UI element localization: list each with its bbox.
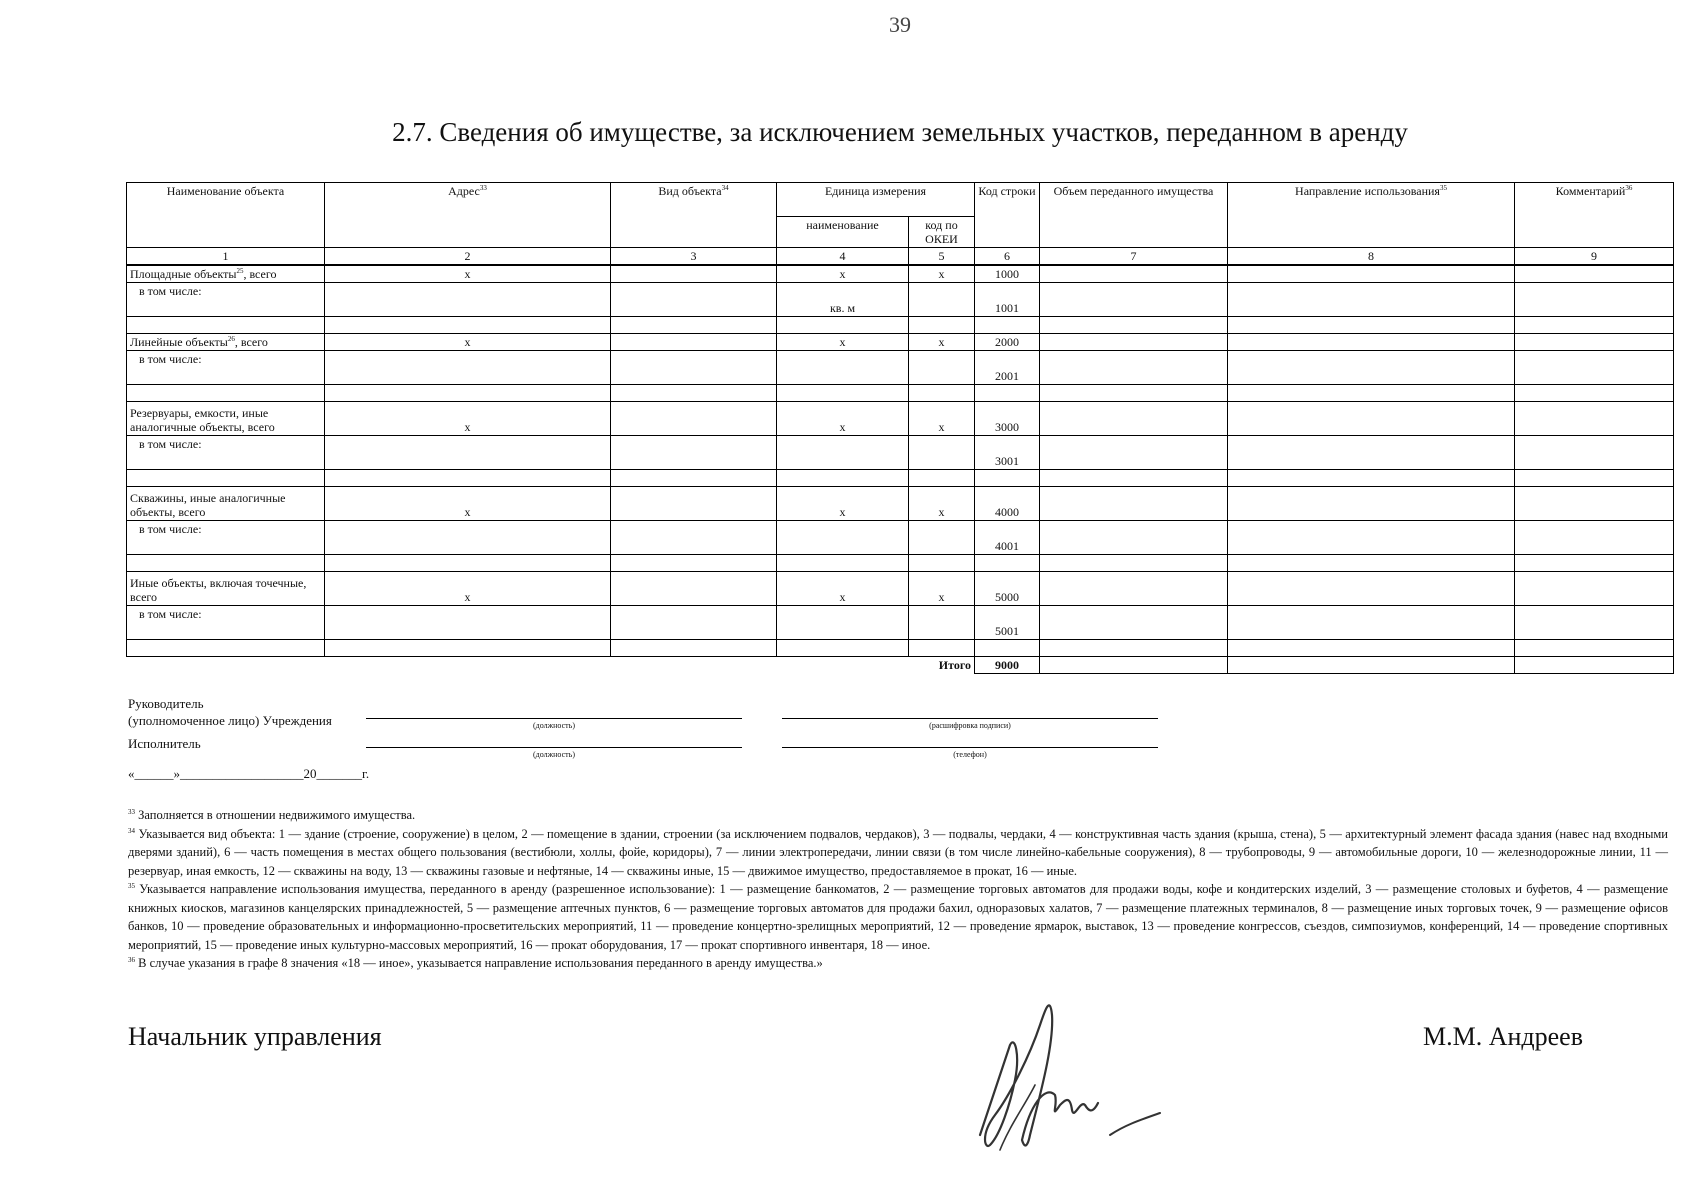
table-cell — [777, 470, 909, 487]
table-cell — [1228, 657, 1515, 674]
col-number: 8 — [1228, 248, 1515, 266]
section-name: Резервуары, емкости, иные аналогичные объекты, всего — [127, 402, 325, 436]
col-number: 7 — [1040, 248, 1228, 266]
table-cell — [777, 385, 909, 402]
table-cell — [1040, 470, 1228, 487]
table-cell — [1515, 640, 1674, 657]
table-cell — [975, 385, 1040, 402]
unit-name — [777, 436, 909, 470]
including-label: в том числе: — [127, 606, 325, 640]
footnote: $^{35}$ Указывается направление использования имущества, переданного в аренду (разрешенное использование): 1 — размещение банкоматов, 2 — размещение торговых автоматов для продажи воды, кофе и кондитерских изделий, 3 — размещение столовых и буфетов, 4 — размещение книжных киосков, магазинов канцелярских принадлежностей, 5 — размещение аптечных пунктов, 6 — размещение торговых автоматов для продажи бахил, одноразовых халатов, 7 — размещение платежных терминалов, 8 — размещение иных торговых точек, 9 — размещение офисов банков, 10 — проведение образовательных и информационно-просветительских мероприятий, 11 — проведение концертно-зрелищных мероприятий, 12 — проведение ярмарок, выставок, 13 — проведение конгрессов, съездов, симпозиумов, конференций, 14 — проведение спортивных мероприятий, 15 — проведение иных культурно-массовых мероприятий, 16 — прокат оборудования, 17 — прокат спортивного инвентаря, 18 — иное. — [128, 881, 1668, 952]
table-cell — [1040, 555, 1228, 572]
row-code: 4000 — [975, 487, 1040, 521]
row-code: 1001 — [975, 283, 1040, 317]
table-cell — [1228, 334, 1515, 351]
table-cell — [611, 606, 777, 640]
table-cell — [777, 317, 909, 334]
including-label: в том числе: — [127, 351, 325, 385]
head-position-line[interactable] — [366, 718, 742, 719]
table-cell — [909, 317, 975, 334]
col-number: 3 — [611, 248, 777, 266]
table-cell — [1228, 385, 1515, 402]
table-cell — [1228, 265, 1515, 283]
unit-name-x: х — [777, 334, 909, 351]
col-number: 5 — [909, 248, 975, 266]
table-cell — [611, 487, 777, 521]
table-cell — [611, 436, 777, 470]
table-cell — [611, 521, 777, 555]
table-cell — [1040, 436, 1228, 470]
table-cell — [909, 351, 975, 385]
row-code: 5000 — [975, 572, 1040, 606]
table-cell — [325, 351, 611, 385]
table-cell — [611, 555, 777, 572]
header-volume: Объем переданного имущества — [1040, 183, 1228, 248]
unit-code-x: х — [909, 572, 975, 606]
table-cell — [1228, 640, 1515, 657]
header-name: Наименование объекта — [127, 183, 325, 248]
header-row-code: Код строки — [975, 183, 1040, 248]
table-cell — [1515, 334, 1674, 351]
position-caption: (должность) — [533, 721, 575, 730]
col-number: 4 — [777, 248, 909, 266]
table-cell — [1040, 351, 1228, 385]
table-cell — [325, 283, 611, 317]
table-cell — [611, 385, 777, 402]
table-cell — [975, 640, 1040, 657]
table-cell — [1228, 351, 1515, 385]
table-cell — [1040, 606, 1228, 640]
footnotes — [128, 806, 1668, 973]
table-cell — [1515, 470, 1674, 487]
total-code: 9000 — [975, 657, 1040, 674]
table-cell — [611, 470, 777, 487]
table-cell — [975, 317, 1040, 334]
table-cell — [1515, 265, 1674, 283]
head-label-2: (уполномоченное лицо) Учреждения — [128, 713, 332, 728]
table-cell — [325, 436, 611, 470]
row-code: 2001 — [975, 351, 1040, 385]
table-cell — [1040, 572, 1228, 606]
table-cell — [1515, 283, 1674, 317]
table-cell — [1515, 436, 1674, 470]
table-cell — [325, 640, 611, 657]
table-cell — [1228, 572, 1515, 606]
phone-caption: (телефон) — [953, 750, 987, 759]
address-x: х — [325, 487, 611, 521]
table-cell — [1228, 283, 1515, 317]
head-decoding-line[interactable] — [782, 718, 1158, 719]
table-cell — [909, 283, 975, 317]
table-cell — [1228, 555, 1515, 572]
table-cell — [909, 436, 975, 470]
table-cell — [611, 640, 777, 657]
col-number: 9 — [1515, 248, 1674, 266]
table-cell — [611, 317, 777, 334]
table-cell — [325, 470, 611, 487]
header-unit-name: наименование — [777, 217, 909, 248]
executor-position-line[interactable] — [366, 747, 742, 748]
head-label-1: Руководитель — [128, 696, 204, 711]
table-cell — [777, 640, 909, 657]
handwritten-signature-icon — [970, 985, 1170, 1165]
table-cell — [325, 385, 611, 402]
table-cell — [909, 385, 975, 402]
table-cell — [127, 385, 325, 402]
unit-code-x: х — [909, 402, 975, 436]
footnote: $^{33}$ Заполняется в отношении недвижимого имущества. — [128, 807, 416, 822]
table-cell — [1228, 402, 1515, 436]
executor-label: Исполнитель — [128, 736, 201, 751]
address-x: х — [325, 402, 611, 436]
including-label: в том числе: — [127, 436, 325, 470]
row-code: 3001 — [975, 436, 1040, 470]
unit-name: кв. м — [777, 283, 909, 317]
chief-title: Начальник управления — [128, 1022, 382, 1051]
section-name: Линейные объекты$^{26}$, всего — [127, 334, 325, 351]
row-code: 1000 — [975, 265, 1040, 283]
decoding-caption: (расшифровка подписи) — [929, 721, 1011, 730]
col-number: 6 — [975, 248, 1040, 266]
address-x: х — [325, 334, 611, 351]
table-cell — [611, 402, 777, 436]
table-cell — [1040, 402, 1228, 436]
property-table — [126, 182, 1674, 674]
table-cell — [611, 283, 777, 317]
table-cell — [127, 317, 325, 334]
table-cell — [127, 640, 325, 657]
section-name: Иные объекты, включая точечные, всего — [127, 572, 325, 606]
table-cell — [1040, 657, 1228, 674]
table-cell — [325, 521, 611, 555]
unit-name-x: х — [777, 402, 909, 436]
unit-name — [777, 606, 909, 640]
table-cell — [1515, 555, 1674, 572]
table-cell — [611, 572, 777, 606]
table-cell — [1515, 606, 1674, 640]
table-cell — [1040, 283, 1228, 317]
table-cell — [1040, 640, 1228, 657]
table-cell — [325, 555, 611, 572]
table-cell — [1515, 521, 1674, 555]
header-direction: Направление использования$^{35}$ — [1228, 183, 1515, 248]
table-cell — [975, 555, 1040, 572]
table-cell — [1515, 317, 1674, 334]
table-cell — [611, 334, 777, 351]
table-cell — [1228, 470, 1515, 487]
footnote: $^{34}$ Указывается вид объекта: 1 — здание (строение, сооружение) в целом, 2 — помещение в здании, строении (за исключением подвалов, чердаков), 3 — подвалы, чердаки, 4 — конструктивная часть здания (крыша, стена), 5 — архитектурный элемент фасада здания (навес над входными дверями зданий), 6 — часть помещения в местах общего пользования (вестибюли, холлы, фойе, коридоры), 7 — линии электропередачи, линии связи (в том числе линейно-кабельные сооружения), 8 — трубопроводы, 9 — автомобильные дороги, 10 — железнодорожные линии, 11 — резервуар, иная емкость, 12 — скважины на воду, 13 — скважины газовые и нефтяные, 14 — скважины иные, 15 — движимое имущество, предоставляемое в прокат, 16 — иные. — [128, 826, 1668, 878]
table-cell — [1040, 265, 1228, 283]
table-cell — [127, 470, 325, 487]
page-number: 39 — [889, 12, 911, 37]
date-line: «______»___________________20_______г. — [128, 766, 370, 781]
position-caption: (должность) — [533, 750, 575, 759]
executor-phone-line[interactable] — [782, 747, 1158, 748]
header-address: Адрес$^{33}$ — [325, 183, 611, 248]
section-name: Площадные объекты$^{25}$, всего — [127, 265, 325, 283]
table-cell — [1228, 436, 1515, 470]
header-object-type: Вид объекта$^{34}$ — [611, 183, 777, 248]
table-cell — [1515, 487, 1674, 521]
table-cell — [325, 606, 611, 640]
footnote: $^{36}$ В случае указания в графе 8 значения «18 — иное», указывается направление использования переданного в аренду имущества.» — [128, 955, 823, 970]
total-label: Итого — [127, 657, 975, 674]
table-cell — [325, 317, 611, 334]
unit-code-x: х — [909, 487, 975, 521]
table-cell — [1040, 521, 1228, 555]
table-cell — [1228, 521, 1515, 555]
table-cell — [909, 470, 975, 487]
unit-name-x: х — [777, 265, 909, 283]
section-name: Скважины, иные аналогичные объекты, всего — [127, 487, 325, 521]
table-cell — [1228, 606, 1515, 640]
header-unit-code: код по ОКЕИ — [909, 217, 975, 248]
table-cell — [1040, 487, 1228, 521]
unit-code-x: х — [909, 265, 975, 283]
table-cell — [909, 606, 975, 640]
table-cell — [975, 470, 1040, 487]
including-label: в том числе: — [127, 283, 325, 317]
table-cell — [1515, 402, 1674, 436]
table-cell — [1515, 572, 1674, 606]
table-cell — [1040, 334, 1228, 351]
table-cell — [1515, 657, 1674, 674]
row-code: 2000 — [975, 334, 1040, 351]
table-cell — [909, 555, 975, 572]
header-comment: Комментарий$^{36}$ — [1515, 183, 1674, 248]
table-cell — [1228, 487, 1515, 521]
table-cell — [611, 351, 777, 385]
table-cell — [1515, 385, 1674, 402]
col-number: 1 — [127, 248, 325, 266]
unit-name — [777, 351, 909, 385]
unit-name-x: х — [777, 572, 909, 606]
address-x: х — [325, 572, 611, 606]
row-code: 3000 — [975, 402, 1040, 436]
col-number: 2 — [325, 248, 611, 266]
row-code: 5001 — [975, 606, 1040, 640]
table-cell — [777, 555, 909, 572]
including-label: в том числе: — [127, 521, 325, 555]
page-title: 2.7. Сведения об имуществе, за исключением земельных участков, переданном в аренду — [392, 117, 1408, 147]
header-unit: Единица измерения — [777, 183, 975, 217]
table-cell — [611, 265, 777, 283]
unit-name — [777, 521, 909, 555]
row-code: 4001 — [975, 521, 1040, 555]
table-cell — [127, 555, 325, 572]
chief-name: М.М. Андреев — [1422, 1022, 1583, 1051]
table-cell — [1040, 317, 1228, 334]
table-cell — [909, 521, 975, 555]
unit-code-x: х — [909, 334, 975, 351]
table-cell — [1515, 351, 1674, 385]
address-x: х — [325, 265, 611, 283]
table-cell — [909, 640, 975, 657]
unit-name-x: х — [777, 487, 909, 521]
table-cell — [1228, 317, 1515, 334]
table-cell — [1040, 385, 1228, 402]
